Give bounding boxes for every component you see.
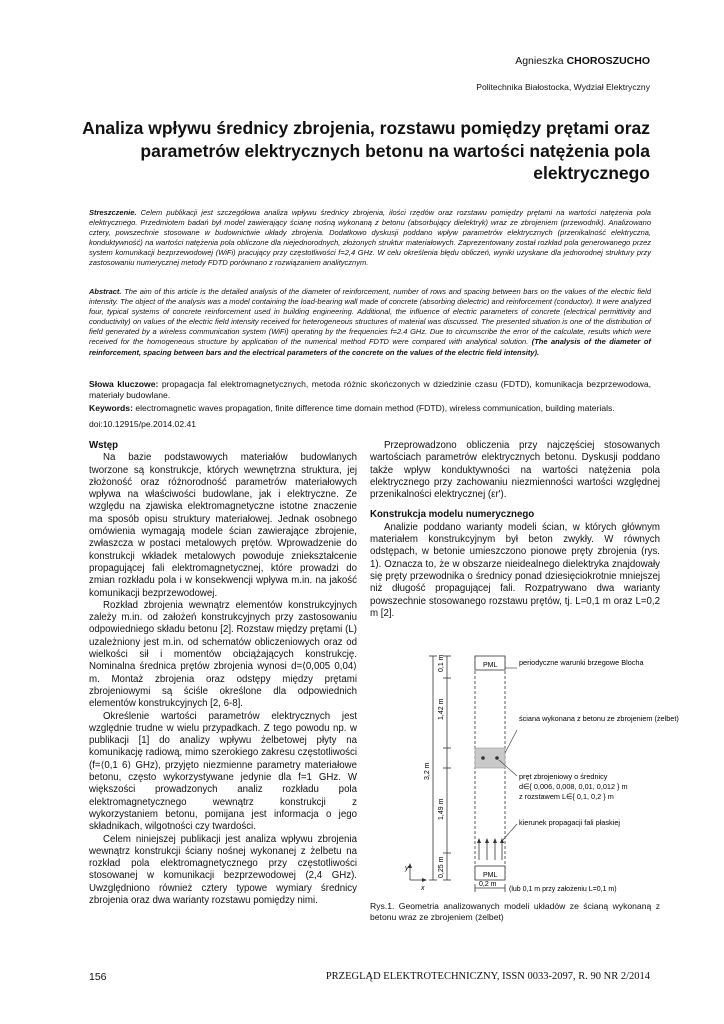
- abstract-pl: [89, 208, 651, 269]
- dim-label-025: 0,25 m: [438, 856, 445, 878]
- rebar-1: [481, 756, 485, 760]
- abstract-pl-text: Celem publikacji jest szczegółowa analiza wpływu średnicy zbrojenia, ilości rzędów oraz rozstawu pomiędzy prętami na wartości natężenia pola elektrycznego. Przedmiotem badań był model zawierający ścianę nośną wykonaną z betonu (absorbujący dielektryk) wraz ze zbrojeniem (przewodnik). Analizowano cztery, powszechnie stosowane w budownictwie układy zbrojenia. Dodatkowo dyskusji poddano wpływ parametrów elektrycznych (przenikalność elektryczna, konduktywność) na wartości natężenia pola obliczone dla niejednorodnych, złożonych struktur materiałowych. Zaprezentowany został rozkład pola generowanego przez system komunikacji bezprzewodowej (WiFi) pracujący przy częstotliwości f=2,4 GHz. W celu określenia błędu obliczeń, wyniki uzyskane dla jednorodnej struktury przy zastosowaniu numerycznej metody FDTD porównano z rozwiązaniem analitycznym.: [89, 208, 651, 268]
- author-line: Agnieszka CHOROSZUCHO: [515, 55, 650, 67]
- figure-geometry: [395, 648, 679, 898]
- rebar-2: [495, 756, 499, 760]
- paper-title: Analiza wpływu średnicy zbrojenia, rozstawu pomiędzy prętami oraz parametrów elektrycznych betonu na wartości natężenia pola elektrycznego: [82, 118, 650, 183]
- abstract-en-title: (The analysis of the diameter of reinforcement, spacing between bars and the electrical parameters of the concrete on the values of the electric field intensity).: [89, 337, 651, 357]
- paragraph: Przeprowadzono obliczenia przy najczęściej stosowanych wartościach parametrów elektrycznych betonu. Dyskusji poddano także wpływ konduktywności na wartości natężenia pola elektrycznego przy zachowaniu niezmienności wartości względnej przenikalności elektrycznej (εr').: [370, 440, 660, 501]
- section-heading-model: Konstrukcja modelu numerycznego: [370, 509, 535, 521]
- left-column: [89, 440, 357, 907]
- label-wave: kierunek propagacji fali płaskiej: [519, 818, 620, 827]
- section-heading-intro: Wstęp: [89, 440, 119, 451]
- label-bar-1: pręt zbrojeniowy o średnicy: [519, 772, 608, 781]
- doi: doi:10.12915/pe.2014.02.41: [89, 419, 197, 429]
- paragraph: Określenie wartości parametrów elektrycznych jest względnie trudne w wielu przypadkach. Z tego powodu np. w publikacji [1] do analizy wpływu żelbetowej płyty na komunikację radiową, mimo szerokiego zakresu częstotliwości (f=⟨0,1 6⟩ GHz), przyjęto niezmienne parametry materiałowe betonu, często wykorzystywane jedynie dla f=1 GHz. W większości prowadzonych analiz rozkładu pola elektromagnetycznego wewnątrz konstrukcji z wykorzystaniem betonu, pomijana jest informacja o jego składnikach, wilgotności czy twardości.: [89, 710, 357, 833]
- dim-label-02: 0,2 m: [479, 881, 497, 888]
- keywords-pl: Słowa kluczowe: propagacja fal elektromagnetycznych, metoda różnic skończonych w dziedzinie czasu (FDTD), komunikacja bezprzewodowa, materiały budowlane.: [89, 379, 652, 401]
- keywords-en: Keywords: electromagnetic waves propagation, finite difference time domain method (FDTD), wireless communication, building materials.: [89, 403, 615, 413]
- dim-note: (lub 0,1 m przy założeniu L=0,1 m): [509, 886, 617, 893]
- paragraph: Na bazie podstawowych materiałów budowlanych tworzone są konstrukcje, których wewnętrzna struktura, jej złożoność oraz różnorodność parametrów materiałowych wpływa na właściwości budowlane, jak i elektryczne. Ze względu na zjawiska elektromagnetyczne istotne znaczenie ma sposób opisu struktury materiałowej. Jednak osobnego omówienia wymagają modele ścian zawierające zbrojenie, zwłaszcza w postaci metalowych prętów. Wprowadzenie do konstrukcji wkładek metalowych powoduje zniekształcenie propagującej fali elektromagnetycznej, które prowadzi do zmian rozkładu pola i w konsekwencji wpływa m.in. na jakość komunikacji bezprzewodowej.: [89, 452, 357, 599]
- pml-top-label: PML: [483, 662, 498, 669]
- paragraph: Rozkład zbrojenia wewnątrz elementów konstrukcyjnych zależy m.in. od założeń konstrukcyjnych przy zastosowaniu odpowiedniego składu betonu [2]. Rozstaw między prętami (L) uzależniony jest m.in. od schematów obliczeniowych oraz od wielkości sił i momentów obciążających konstrukcję. Nominalna średnica prętów zbrojenia wynosi d=⟨0,005 0,04⟩ m. Montaż zbrojenia oraz odstępy między prętami zbrojeniowymi są ściśle określone dla odpowiednich elementów konstrukcyjnych [2, 6-8].: [89, 599, 357, 710]
- pml-bottom-label: PML: [483, 872, 498, 879]
- label-bar-2: d∈{ 0,006, 0,008, 0,01, 0,012 } m: [519, 782, 628, 791]
- journal-footer: PRZEGLĄD ELEKTROTECHNICZNY, ISSN 0033-2097, R. 90 NR 2/2014: [325, 971, 650, 982]
- dim-label-32: 3,2 m: [424, 762, 431, 780]
- axis-y-label: y: [405, 865, 409, 872]
- affiliation: Politechnika Białostocka, Wydział Elektryczny: [476, 82, 650, 92]
- abstract-en: [89, 287, 651, 358]
- axis-x-label: x: [421, 885, 425, 892]
- dim-label-01: 0,1 m: [438, 654, 445, 672]
- figure-caption: Rys.1. Geometria analizowanych modeli układów ze ścianą wykonaną z betonu wraz ze zbrojeniem (żelbet): [370, 901, 660, 922]
- label-bar-3: z rozstawem L∈{ 0,1, 0,2 } m: [519, 792, 614, 801]
- abstract-en-label: Abstract.: [89, 287, 122, 296]
- dim-label-142: 1,42 m: [438, 698, 445, 720]
- label-wall: ściana wykonana z betonu ze zbrojeniem (żelbet): [519, 714, 679, 723]
- page-number: 156: [89, 971, 107, 983]
- right-column: [370, 440, 660, 620]
- paragraph: Analizie poddano warianty modeli ścian, w których głównym materiałem konstrukcyjnym był beton zwykły. W równych odstępach, w betonie umieszczono pionowe pręty zbrojenia (rys. 1). Oznacza to, że w obszarze nieidealnego dielektryka znajdowały się pręty przewodnika o średnicy ponad dziesięciokrotnie mniejszej niż długość propagującej fali. Rozpatrywano dwa warianty powszechnie stosowanego rozstawu prętów, tj. L=0,1 m oraz L=0,2 m [2].: [370, 521, 660, 619]
- author-surname: CHOROSZUCHO: [566, 55, 650, 67]
- concrete-wall: [475, 748, 505, 768]
- abstract-en-text: The aim of this article is the detailed analysis of the diameter of reinforcement, number of rows and spacing between bars on the values of the electric field intensity. The object of the analysis was a model containing the load-bearing wall made of concrete (absorbing dielectric) and reinforcement (conductor). It were analyzed four, typical systems of concrete reinforcement used in building engineering. Additional, the influence of electric parameters of concrete (electrical permittivity and conductivity) on values of the electric field intensity received for heterogeneous structures of material was discussed. The presented situation is one of the distribution of field generated by a wireless communication system (WiFi) operating by the frequencies f=2.4 GHz. Due to circumscribe the error of the calculate, results which were received for the homogeneous structure by application of the numerical method FDTD were compared with analytical solution.: [89, 287, 651, 347]
- paragraph: Celem niniejszej publikacji jest analiza wpływu zbrojenia wewnątrz konstrukcji ściany nośnej wykonanej z żelbetu na rozkład pola elektromagnetycznego przy częstotliwości stosowanej w komunikacji bezprzewodowej (2,4 GHz). Uwzględniono również cztery typowe wymiary średnicy zbrojenia oraz dwa warianty rozstawu pomiędzy nimi.: [89, 833, 357, 906]
- label-bloch: periodyczne warunki brzegowe Blocha: [519, 658, 644, 667]
- abstract-pl-label: Streszczenie.: [89, 208, 137, 217]
- dim-label-149: 1,49 m: [438, 798, 445, 820]
